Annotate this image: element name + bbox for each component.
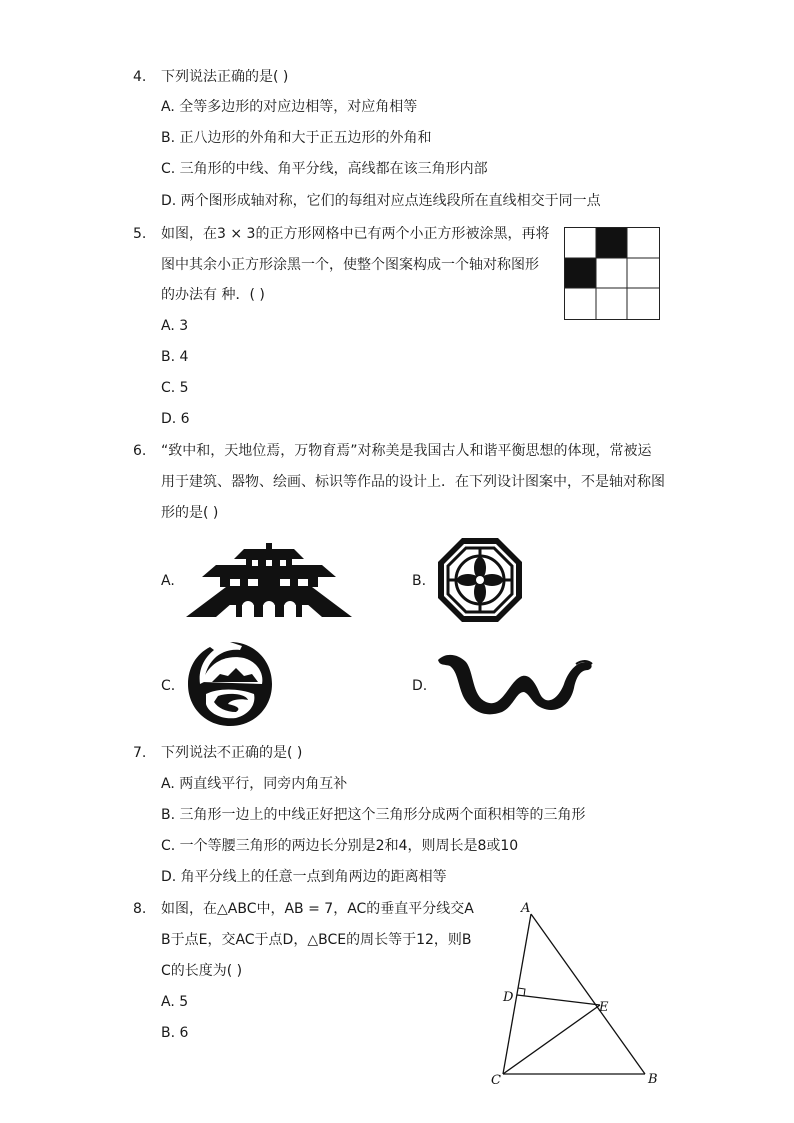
pavilion-silhouette-image: [186, 543, 352, 618]
q8-line-3: C的长度为( ): [161, 963, 243, 979]
q5-option-a: A. 3: [161, 318, 189, 334]
q8-line-2: B于点E，交AC于点D，△BCE的周长等于12，则B: [161, 932, 472, 948]
q6-line-2: 用于建筑、器物、绘画、标识等作品的设计上．在下列设计图案中，不是轴对称图: [161, 474, 665, 490]
point-label-c: C: [491, 1073, 501, 1088]
q8-number: 8.: [133, 901, 147, 917]
q6-option-b-label: B.: [412, 573, 427, 589]
q4-stem: 下列说法正确的是( ): [161, 69, 289, 85]
grid-cell-filled-middle-left: [565, 258, 596, 288]
q4-option-d: D. 两个图形成轴对称，它们的每组对应点连线段所在直线相交于同一点: [161, 193, 601, 209]
q5-option-b: B. 4: [161, 349, 189, 365]
q4-option-a: A. 全等多边形的对应边相等，对应角相等: [161, 99, 418, 115]
q6-number: 6.: [133, 443, 147, 459]
point-label-d: D: [503, 990, 514, 1005]
q5-line-1: 如图，在3 × 3的正方形网格中已有两个小正方形被涂黑，再将: [161, 226, 550, 242]
point-label-b: B: [648, 1072, 658, 1087]
round-ink-emblem-image: [184, 638, 276, 730]
q5-grid-figure: [564, 227, 660, 320]
q7-option-c: C. 一个等腰三角形的两边长分别是2和4，则周长是8或10: [161, 838, 519, 854]
octagon-window-image: [436, 536, 524, 624]
q8-option-a: A. 5: [161, 994, 189, 1010]
grid-cell-filled-top-middle: [596, 228, 627, 258]
serpentine-ink-image: [436, 650, 594, 720]
q7-number: 7.: [133, 745, 147, 761]
q7-option-b: B. 三角形一边上的中线正好把这个三角形分成两个面积相等的三角形: [161, 807, 586, 823]
triangle-figure: [486, 898, 662, 1092]
q6-line-1: “致中和，天地位焉，万物育焉”对称美是我国古人和谐平衡思想的体现，常被运: [161, 443, 652, 459]
q8-line-1: 如图，在△ABC中，AB = 7，AC的垂直平分线交A: [161, 901, 474, 917]
q4-number: 4.: [133, 69, 147, 85]
q6-option-a-label: A.: [161, 573, 175, 589]
q6-line-3: 形的是( ): [161, 505, 219, 521]
q6-option-d-label: D.: [412, 678, 428, 694]
q5-option-c: C. 5: [161, 380, 189, 396]
q8-option-b: B. 6: [161, 1025, 189, 1041]
q7-option-d: D. 角平分线上的任意一点到角两边的距离相等: [161, 869, 447, 885]
point-label-a: A: [521, 901, 531, 916]
q5-line-3: 的办法有 种．( ): [161, 287, 265, 303]
q4-option-c: C. 三角形的中线、角平分线，高线都在该三角形内部: [161, 161, 488, 177]
q5-line-2: 图中其余小正方形涂黑一个，使整个图案构成一个轴对称图形: [161, 257, 539, 273]
q5-option-d: D. 6: [161, 411, 190, 427]
point-label-e: E: [599, 1000, 609, 1015]
q5-number: 5.: [133, 226, 147, 242]
q7-stem: 下列说法不正确的是( ): [161, 745, 303, 761]
q7-option-a: A. 两直线平行，同旁内角互补: [161, 776, 348, 792]
q4-option-b: B. 正八边形的外角和大于正五边形的外角和: [161, 130, 432, 146]
q6-option-c-label: C.: [161, 678, 176, 694]
